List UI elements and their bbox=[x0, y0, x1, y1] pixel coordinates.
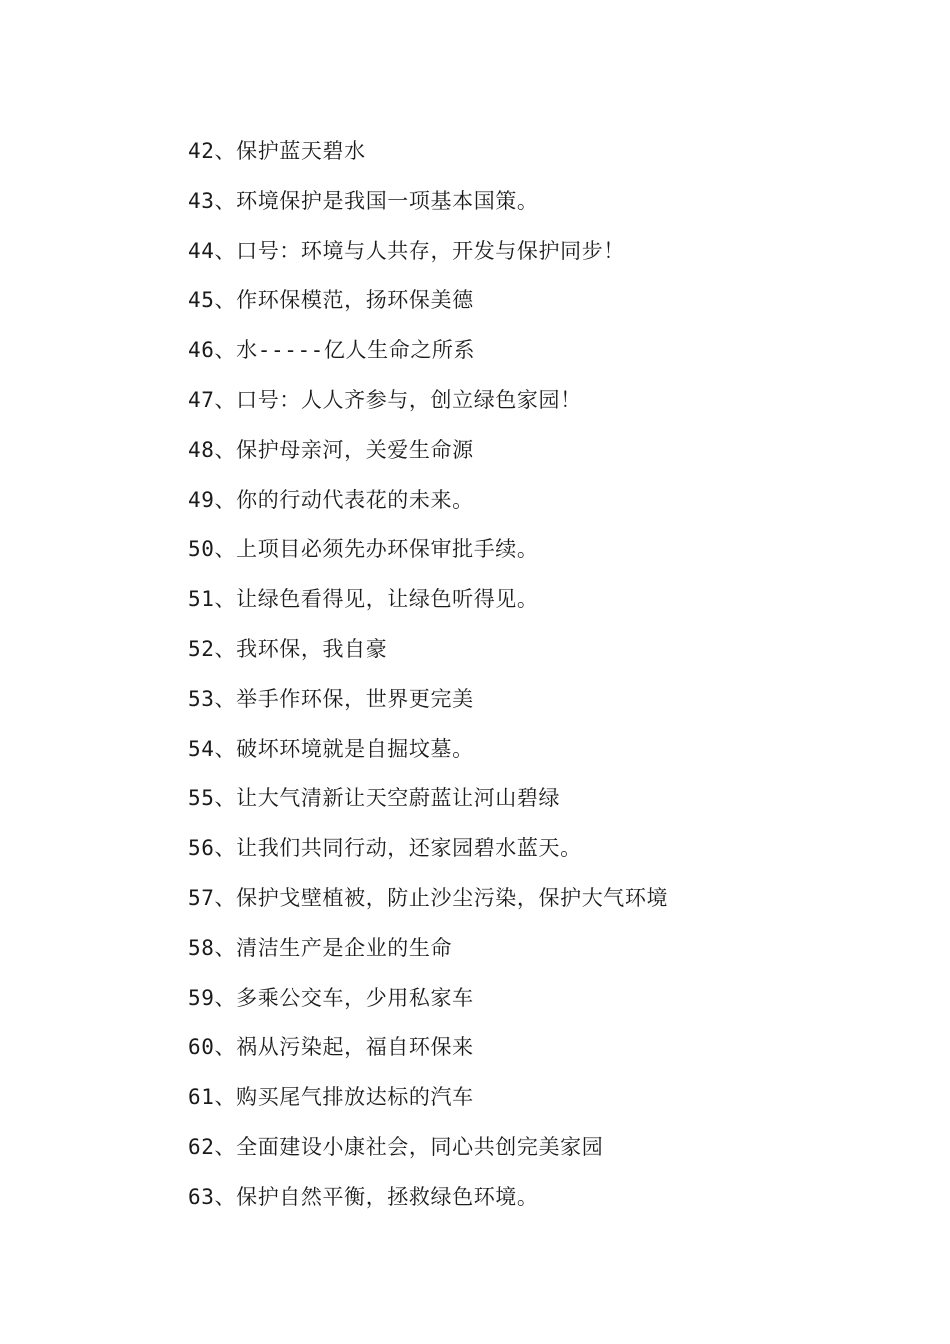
item-text: 清洁生产是企业的生命 bbox=[236, 935, 453, 960]
list-item bbox=[188, 481, 668, 531]
list-item bbox=[188, 580, 668, 630]
list-item bbox=[188, 232, 668, 282]
item-number: 61 bbox=[188, 1085, 215, 1110]
list-item bbox=[188, 1178, 668, 1228]
item-separator: 、 bbox=[214, 636, 237, 661]
item-number: 59 bbox=[188, 985, 215, 1010]
item-number: 44 bbox=[188, 238, 215, 263]
item-text: 保护自然平衡，拯救绿色环境。 bbox=[236, 1184, 539, 1209]
item-number: 55 bbox=[188, 786, 215, 811]
slogan-list bbox=[188, 132, 668, 1228]
item-number: 63 bbox=[188, 1184, 215, 1209]
item-number: 57 bbox=[188, 885, 215, 910]
list-item bbox=[188, 879, 668, 929]
item-number: 56 bbox=[188, 836, 215, 861]
list-item bbox=[188, 381, 668, 431]
item-number: 53 bbox=[188, 686, 215, 711]
list-item bbox=[188, 1028, 668, 1078]
item-separator: 、 bbox=[214, 985, 237, 1010]
item-separator: 、 bbox=[214, 935, 237, 960]
item-separator: 、 bbox=[214, 885, 237, 910]
item-separator: 、 bbox=[214, 736, 237, 761]
item-number: 47 bbox=[188, 387, 215, 412]
item-separator: 、 bbox=[214, 338, 237, 363]
item-text: 保护蓝天碧水 bbox=[236, 139, 366, 163]
item-text: 环境保护是我国一项基本国策。 bbox=[236, 188, 539, 213]
item-number: 43 bbox=[188, 188, 215, 213]
item-number: 49 bbox=[188, 487, 215, 512]
list-item bbox=[188, 281, 668, 331]
item-number: 60 bbox=[188, 1035, 215, 1060]
list-item bbox=[188, 929, 668, 979]
item-text: 作环保模范，扬环保美德 bbox=[236, 288, 474, 313]
item-text: 水-----亿人生命之所系 bbox=[236, 338, 476, 363]
item-separator: 、 bbox=[214, 786, 237, 811]
item-separator: 、 bbox=[214, 686, 237, 711]
item-separator: 、 bbox=[214, 188, 237, 213]
item-separator: 、 bbox=[214, 587, 237, 612]
item-number: 50 bbox=[188, 537, 215, 562]
item-separator: 、 bbox=[214, 1035, 237, 1060]
item-text: 口号：人人齐参与，创立绿色家园！ bbox=[236, 387, 582, 412]
item-number: 45 bbox=[188, 288, 215, 313]
item-text: 你的行动代表花的未来。 bbox=[236, 487, 474, 512]
item-text: 口号：环境与人共存，开发与保护同步！ bbox=[236, 238, 625, 263]
item-separator: 、 bbox=[214, 437, 237, 462]
list-item bbox=[188, 1078, 668, 1128]
item-separator: 、 bbox=[214, 1184, 237, 1209]
item-number: 42 bbox=[188, 139, 215, 163]
list-item bbox=[188, 680, 668, 730]
item-number: 46 bbox=[188, 338, 215, 363]
list-item bbox=[188, 132, 668, 182]
item-text: 让绿色看得见，让绿色听得见。 bbox=[236, 587, 539, 612]
item-separator: 、 bbox=[214, 238, 237, 263]
item-number: 48 bbox=[188, 437, 215, 462]
item-separator: 、 bbox=[214, 487, 237, 512]
list-item bbox=[188, 630, 668, 680]
item-separator: 、 bbox=[214, 836, 237, 861]
item-separator: 、 bbox=[214, 1134, 237, 1159]
item-separator: 、 bbox=[214, 387, 237, 412]
item-text: 我环保，我自豪 bbox=[236, 636, 388, 661]
item-text: 保护戈壁植被，防止沙尘污染，保护大气环境 bbox=[236, 885, 669, 910]
list-item bbox=[188, 331, 668, 381]
item-text: 让我们共同行动，还家园碧水蓝天。 bbox=[236, 836, 582, 861]
item-text: 保护母亲河，关爱生命源 bbox=[236, 437, 474, 462]
list-item bbox=[188, 182, 668, 232]
item-text: 让大气清新让天空蔚蓝让河山碧绿 bbox=[236, 786, 561, 811]
item-text: 多乘公交车，少用私家车 bbox=[236, 985, 474, 1010]
list-item bbox=[188, 829, 668, 879]
list-item bbox=[188, 431, 668, 481]
item-separator: 、 bbox=[214, 288, 237, 313]
item-text: 购买尾气排放达标的汽车 bbox=[236, 1085, 474, 1110]
list-item bbox=[188, 779, 668, 829]
list-item bbox=[188, 979, 668, 1029]
list-item bbox=[188, 1128, 668, 1178]
list-item bbox=[188, 530, 668, 580]
list-item bbox=[188, 730, 668, 780]
item-number: 51 bbox=[188, 587, 215, 612]
item-number: 54 bbox=[188, 736, 215, 761]
item-separator: 、 bbox=[214, 1085, 237, 1110]
item-number: 52 bbox=[188, 636, 215, 661]
item-text: 举手作环保，世界更完美 bbox=[236, 686, 474, 711]
item-text: 全面建设小康社会，同心共创完美家园 bbox=[236, 1134, 604, 1159]
item-text: 破坏环境就是自掘坟墓。 bbox=[236, 736, 474, 761]
item-separator: 、 bbox=[214, 537, 237, 562]
item-text: 上项目必须先办环保审批手续。 bbox=[236, 537, 539, 562]
item-text: 祸从污染起，福自环保来 bbox=[236, 1035, 474, 1060]
item-number: 58 bbox=[188, 935, 215, 960]
item-separator: 、 bbox=[214, 139, 237, 163]
item-number: 62 bbox=[188, 1134, 215, 1159]
